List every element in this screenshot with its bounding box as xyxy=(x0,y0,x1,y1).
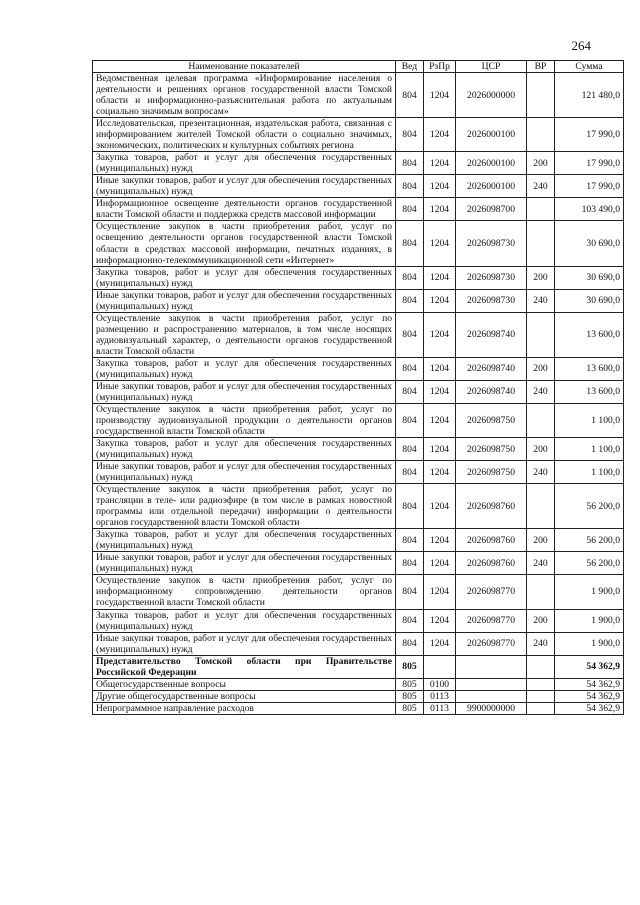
table-row xyxy=(93,152,624,175)
cell-csr: 2026098730 xyxy=(456,221,527,266)
cell-rzpr: 0100 xyxy=(424,678,456,690)
cell-name: Общегосударственные вопросы xyxy=(93,678,396,690)
cell-csr: 2026098750 xyxy=(456,403,527,437)
cell-name: Иные закупки товаров, работ и услуг для обеспечения государственных (муниципальных) нужд xyxy=(93,289,396,312)
cell-vr: 200 xyxy=(527,529,555,552)
cell-name: Другие общегосударственные вопросы xyxy=(93,690,396,702)
table-row xyxy=(93,702,624,714)
cell-vr: 240 xyxy=(527,175,555,198)
cell-name: Иные закупки товаров, работ и услуг для обеспечения государственных (муниципальных) нужд xyxy=(93,175,396,198)
cell-name: Закупка товаров, работ и услуг для обеспечения государственных (муниципальных) нужд xyxy=(93,529,396,552)
cell-sum: 1 900,0 xyxy=(555,575,624,609)
cell-csr: 2026098750 xyxy=(456,461,527,484)
cell-ved: 804 xyxy=(396,357,424,380)
table-row xyxy=(93,575,624,609)
cell-csr: 2026000100 xyxy=(456,152,527,175)
header-name: Наименование показателей xyxy=(93,61,396,73)
cell-name: Закупка товаров, работ и услуг для обеспечения государственных (муниципальных) нужд xyxy=(93,266,396,289)
cell-name: Закупка товаров, работ и услуг для обеспечения государственных (муниципальных) нужд xyxy=(93,438,396,461)
cell-vr xyxy=(527,403,555,437)
cell-name: Исследовательская, презентационная, издательская работа, связанная с информированием жителей Томской области о социально значимых, экономических, политических и культурных событиях региона xyxy=(93,118,396,152)
cell-ved: 804 xyxy=(396,289,424,312)
cell-ved: 804 xyxy=(396,380,424,403)
cell-rzpr: 1204 xyxy=(424,632,456,655)
cell-sum: 56 200,0 xyxy=(555,552,624,575)
cell-ved: 804 xyxy=(396,175,424,198)
cell-rzpr: 1204 xyxy=(424,73,456,118)
cell-name: Иные закупки товаров, работ и услуг для обеспечения государственных (муниципальных) нужд xyxy=(93,380,396,403)
cell-rzpr: 1204 xyxy=(424,312,456,357)
budget-table xyxy=(92,60,624,715)
cell-vr: 240 xyxy=(527,632,555,655)
cell-rzpr: 1204 xyxy=(424,175,456,198)
cell-name: Закупка товаров, работ и услуг для обеспечения государственных (муниципальных) нужд xyxy=(93,152,396,175)
cell-csr: 2026000000 xyxy=(456,73,527,118)
cell-rzpr: 1204 xyxy=(424,221,456,266)
cell-sum: 30 690,0 xyxy=(555,221,624,266)
header-sum: Сумма xyxy=(555,61,624,73)
cell-sum: 1 900,0 xyxy=(555,609,624,632)
cell-csr: 9900000000 xyxy=(456,702,527,714)
table-row xyxy=(93,380,624,403)
cell-csr: 2026000100 xyxy=(456,175,527,198)
cell-sum: 17 990,0 xyxy=(555,175,624,198)
cell-csr: 2026098770 xyxy=(456,575,527,609)
cell-name: Информационное освещение деятельности органов государственной власти Томской области и поддержка средств массовой информации xyxy=(93,198,396,221)
cell-vr xyxy=(527,484,555,529)
cell-ved: 804 xyxy=(396,266,424,289)
cell-vr: 240 xyxy=(527,552,555,575)
table-row xyxy=(93,175,624,198)
table-row xyxy=(93,484,624,529)
table-row xyxy=(93,357,624,380)
cell-csr xyxy=(456,690,527,702)
cell-ved: 804 xyxy=(396,403,424,437)
cell-rzpr: 1204 xyxy=(424,575,456,609)
cell-sum: 30 690,0 xyxy=(555,289,624,312)
cell-vr: 200 xyxy=(527,266,555,289)
cell-ved: 804 xyxy=(396,73,424,118)
cell-rzpr: 1204 xyxy=(424,484,456,529)
cell-name: Осуществление закупок в части приобретения работ, услуг по размещению и распространению материалов, в том числе носящих аудиовизуальный характер, о деятельности органов государственной власти Томской области xyxy=(93,312,396,357)
cell-rzpr: 1204 xyxy=(424,552,456,575)
cell-ved: 804 xyxy=(396,484,424,529)
cell-name: Представительство Томской области при Правительстве Российской Федерации xyxy=(93,655,396,678)
table-row xyxy=(93,609,624,632)
cell-vr xyxy=(527,655,555,678)
table-row xyxy=(93,198,624,221)
cell-csr: 2026000100 xyxy=(456,118,527,152)
cell-ved: 804 xyxy=(396,118,424,152)
cell-rzpr: 1204 xyxy=(424,289,456,312)
cell-vr xyxy=(527,690,555,702)
cell-csr: 2026098740 xyxy=(456,380,527,403)
cell-ved: 804 xyxy=(396,221,424,266)
table-row xyxy=(93,529,624,552)
table-row xyxy=(93,403,624,437)
cell-csr: 2026098730 xyxy=(456,289,527,312)
cell-ved: 804 xyxy=(396,312,424,357)
cell-vr xyxy=(527,198,555,221)
table-row xyxy=(93,655,624,678)
cell-rzpr: 1204 xyxy=(424,198,456,221)
cell-name: Иные закупки товаров, работ и услуг для обеспечения государственных (муниципальных) нужд xyxy=(93,632,396,655)
cell-ved: 804 xyxy=(396,198,424,221)
cell-sum: 1 100,0 xyxy=(555,403,624,437)
cell-vr xyxy=(527,118,555,152)
cell-csr xyxy=(456,678,527,690)
cell-ved: 804 xyxy=(396,632,424,655)
cell-name: Осуществление закупок в части приобретения работ, услуг по трансляции в теле- или радиоэфире (в том числе в рамках новостной программы или отдельной передачи) информации о деятельности органов государственной власти Томской области xyxy=(93,484,396,529)
table-row xyxy=(93,73,624,118)
cell-sum: 121 480,0 xyxy=(555,73,624,118)
cell-csr: 2026098740 xyxy=(456,312,527,357)
table-row xyxy=(93,438,624,461)
cell-name: Ведомственная целевая программа «Информирование населения о деятельности и решениях органов государственной власти Томской области и информационно-разъяснительная работа по актуальным социально значимым вопросам» xyxy=(93,73,396,118)
cell-ved: 804 xyxy=(396,461,424,484)
cell-csr: 2026098730 xyxy=(456,266,527,289)
table-row xyxy=(93,690,624,702)
cell-vr xyxy=(527,221,555,266)
cell-csr: 2026098770 xyxy=(456,609,527,632)
cell-ved: 805 xyxy=(396,655,424,678)
cell-ved: 804 xyxy=(396,152,424,175)
cell-sum: 54 362,9 xyxy=(555,702,624,714)
cell-name: Непрограммное направление расходов xyxy=(93,702,396,714)
cell-vr: 240 xyxy=(527,289,555,312)
cell-ved: 805 xyxy=(396,690,424,702)
cell-rzpr: 1204 xyxy=(424,266,456,289)
cell-vr: 200 xyxy=(527,357,555,380)
cell-rzpr: 1204 xyxy=(424,118,456,152)
page-number: 264 xyxy=(571,38,591,53)
table-header-row xyxy=(93,61,624,73)
cell-sum: 1 100,0 xyxy=(555,438,624,461)
cell-csr: 2026098760 xyxy=(456,529,527,552)
cell-vr xyxy=(527,73,555,118)
cell-csr: 2026098740 xyxy=(456,357,527,380)
cell-name: Осуществление закупок в части приобретения работ, услуг по освещению деятельности органов государственной власти Томской области в средствах массовой информации, печатных изданиях, в информационно-телекоммуникационной сети «Интернет» xyxy=(93,221,396,266)
cell-rzpr xyxy=(424,655,456,678)
table-body xyxy=(93,73,624,715)
cell-csr: 2026098750 xyxy=(456,438,527,461)
cell-rzpr: 1204 xyxy=(424,461,456,484)
cell-name: Иные закупки товаров, работ и услуг для обеспечения государственных (муниципальных) нужд xyxy=(93,461,396,484)
cell-sum: 13 600,0 xyxy=(555,312,624,357)
table-row xyxy=(93,118,624,152)
cell-rzpr: 1204 xyxy=(424,529,456,552)
cell-vr: 240 xyxy=(527,461,555,484)
table-row xyxy=(93,266,624,289)
cell-rzpr: 1204 xyxy=(424,403,456,437)
cell-name: Иные закупки товаров, работ и услуг для обеспечения государственных (муниципальных) нужд xyxy=(93,552,396,575)
cell-vr: 200 xyxy=(527,438,555,461)
table-row xyxy=(93,552,624,575)
cell-sum: 17 990,0 xyxy=(555,152,624,175)
cell-name: Закупка товаров, работ и услуг для обеспечения государственных (муниципальных) нужд xyxy=(93,357,396,380)
cell-sum: 17 990,0 xyxy=(555,118,624,152)
cell-sum: 56 200,0 xyxy=(555,529,624,552)
table-row xyxy=(93,632,624,655)
cell-csr xyxy=(456,655,527,678)
cell-csr: 2026098770 xyxy=(456,632,527,655)
cell-sum: 54 362,9 xyxy=(555,690,624,702)
cell-name: Осуществление закупок в части приобретения работ, услуг по производству аудиовизуальной продукции о деятельности органов государственной власти Томской области xyxy=(93,403,396,437)
header-rzpr: РзПр xyxy=(424,61,456,73)
cell-ved: 804 xyxy=(396,529,424,552)
header-csr: ЦСР xyxy=(456,61,527,73)
cell-rzpr: 1204 xyxy=(424,380,456,403)
cell-csr: 2026098700 xyxy=(456,198,527,221)
cell-vr xyxy=(527,575,555,609)
cell-name: Осуществление закупок в части приобретения работ, услуг по информационному сопровождению деятельности органов государственной власти Томской области xyxy=(93,575,396,609)
cell-rzpr: 1204 xyxy=(424,152,456,175)
cell-vr: 200 xyxy=(527,152,555,175)
cell-ved: 805 xyxy=(396,702,424,714)
table-row xyxy=(93,461,624,484)
cell-ved: 804 xyxy=(396,552,424,575)
table-row xyxy=(93,678,624,690)
cell-csr: 2026098760 xyxy=(456,484,527,529)
cell-sum: 54 362,9 xyxy=(555,655,624,678)
cell-name: Закупка товаров, работ и услуг для обеспечения государственных (муниципальных) нужд xyxy=(93,609,396,632)
cell-csr: 2026098760 xyxy=(456,552,527,575)
cell-sum: 56 200,0 xyxy=(555,484,624,529)
cell-sum: 13 600,0 xyxy=(555,380,624,403)
cell-rzpr: 1204 xyxy=(424,609,456,632)
cell-vr: 200 xyxy=(527,609,555,632)
cell-sum: 1 900,0 xyxy=(555,632,624,655)
cell-sum: 13 600,0 xyxy=(555,357,624,380)
cell-ved: 804 xyxy=(396,575,424,609)
cell-sum: 54 362,9 xyxy=(555,678,624,690)
table-row xyxy=(93,221,624,266)
cell-vr xyxy=(527,678,555,690)
cell-rzpr: 1204 xyxy=(424,438,456,461)
cell-rzpr: 0113 xyxy=(424,690,456,702)
cell-ved: 804 xyxy=(396,609,424,632)
cell-ved: 804 xyxy=(396,438,424,461)
table-row xyxy=(93,289,624,312)
cell-sum: 103 490,0 xyxy=(555,198,624,221)
cell-rzpr: 1204 xyxy=(424,357,456,380)
cell-vr: 240 xyxy=(527,380,555,403)
cell-sum: 1 100,0 xyxy=(555,461,624,484)
cell-sum: 30 690,0 xyxy=(555,266,624,289)
cell-vr xyxy=(527,312,555,357)
table-row xyxy=(93,312,624,357)
cell-rzpr: 0113 xyxy=(424,702,456,714)
cell-ved: 805 xyxy=(396,678,424,690)
cell-vr xyxy=(527,702,555,714)
header-vr: ВР xyxy=(527,61,555,73)
header-ved: Вед xyxy=(396,61,424,73)
